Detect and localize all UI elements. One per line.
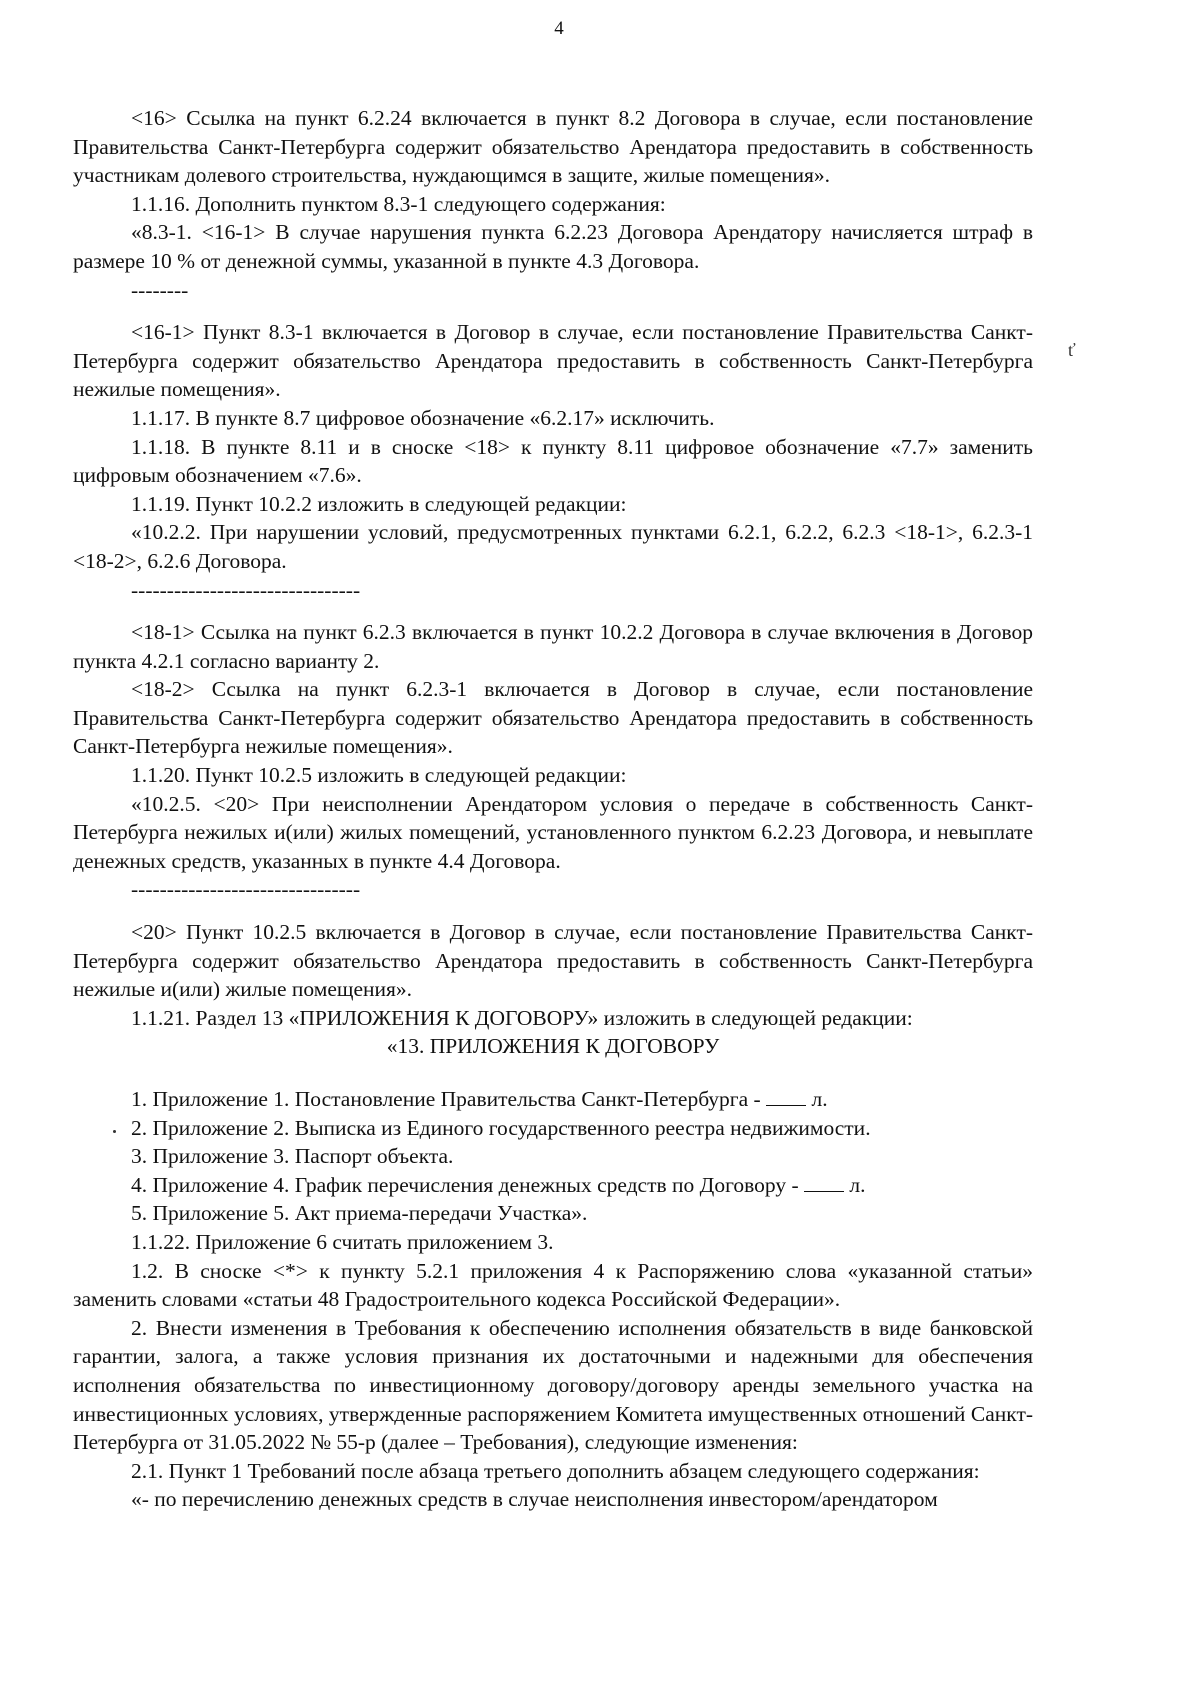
footnote-16-1: <16-1> Пункт 8.3-1 включается в Договор в случае, если постановление Правительства Санкт-Петербурга содержит обязательство Арендатора предоставить в собственность Санкт-Петербурга нежилые помещения». (73, 320, 1033, 402)
blank-line (804, 1171, 844, 1192)
scan-dot (113, 1130, 116, 1133)
clause-1-1-21: 1.1.21. Раздел 13 «ПРИЛОЖЕНИЯ К ДОГОВОРУ» изложить в следующей редакции: (131, 1005, 913, 1030)
scan-mark: ť (1068, 340, 1076, 360)
clause-1-1-17: 1.1.17. В пункте 8.7 цифровое обозначение «6.2.17» исключить. (131, 405, 715, 430)
clause-8-3-1: «8.3-1. <16-1> В случае нарушения пункта 6.2.23 Договора Арендатору начисляется штраф в размере 10 % от денежной суммы, указанной в пункте 4.3 Договора. (73, 220, 1033, 273)
list-item: 2. Приложение 2. Выписка из Единого государственного реестра недвижимости. (131, 1115, 871, 1140)
clause-1-1-20: 1.1.20. Пункт 10.2.5 изложить в следующей редакции: (131, 763, 627, 788)
clause-10-2-2: «10.2.2. При нарушении условий, предусмотренных пунктами 6.2.1, 6.2.2, 6.2.3 <18-1>, 6.2.3-1 <18-2>, 6.2.6 Договора. (73, 520, 1033, 573)
footnote-separator: -------- (131, 277, 189, 302)
footnote-16: <16> Ссылка на пункт 6.2.24 включается в пункт 8.2 Договора в случае, если постановление Правительства Санкт-Петербурга содержит обязательство Арендатора предоставить в собственность участникам долевого строительства, нуждающимся в защите, жилые помещения». (73, 106, 1033, 188)
list-item: 4. Приложение 4. График перечисления денежных средств по Договору - л. (131, 1172, 866, 1197)
list-item: 5. Приложение 5. Акт приема-передачи Участка». (131, 1201, 588, 1226)
list-item: 1. Приложение 1. Постановление Правительства Санкт-Петербурга - л. (131, 1087, 828, 1111)
clause-1-1-18: 1.1.18. В пункте 8.11 и в сноске <18> к пункту 8.11 цифровое обозначение «7.7» заменить цифровым обозначением «7.6». (73, 434, 1033, 488)
clause-continued: «- по перечислению денежных средств в случае неисполнения инвестором/арендатором (131, 1487, 938, 1512)
clause-1-1-22: 1.1.22. Приложение 6 считать приложением 3. (131, 1229, 554, 1254)
section-heading: «13. ПРИЛОЖЕНИЯ К ДОГОВОРУ (386, 1034, 720, 1059)
footnote-separator: -------------------------------- (131, 577, 361, 602)
footnote-18-2: <18-2> Ссылка на пункт 6.2.3-1 включается в Договор в случае, если постановление Правительства Санкт-Петербурга содержит обязательство Арендатора предоставить в собственность Санкт-Петербурга нежилые помещения». (73, 677, 1033, 759)
clause-2-1: 2.1. Пункт 1 Требований после абзаца третьего дополнить абзацем следующего содержания: (131, 1458, 980, 1483)
blank-line (766, 1085, 806, 1106)
footnote-18-1: <18-1> Ссылка на пункт 6.2.3 включается в пункт 10.2.2 Договора в случае включения в Договор пункта 4.2.1 согласно варианту 2. (73, 620, 1033, 673)
clause-1-2: 1.2. В сноске <*> к пункту 5.2.1 приложения 4 к Распоряжению слова «указанной статьи» заменить словами «статьи 48 Градостроительного кодекса Российской Федерации». (73, 1258, 1033, 1312)
clause-10-2-5: «10.2.5. <20> При неисполнении Арендатором условия о передаче в собственность Санкт-Петербурга нежилых и(или) жилых помещений, установленного пунктом 6.2.23 Договора, и невыплате денежных средств, указанных в пункте 4.4 Договора. (73, 791, 1033, 873)
clause-1-1-19: 1.1.19. Пункт 10.2.2 изложить в следующей редакции: (131, 491, 627, 516)
document-body (73, 104, 1033, 1514)
clause-2: 2. Внести изменения в Требования к обеспечению исполнения обязательств в виде банковской гарантии, залога, а также условия признания их достаточными и надежными для обеспечения исполнения обязательства по инвестиционному договору/договору аренды земельного участка на инвестиционных условиях, утвержденные распоряжением Комитета имущественных отношений Санкт-Петербурга от 31.05.2022 № 55-р (далее – Требования), следующие изменения: (73, 1315, 1033, 1455)
footnote-20: <20> Пункт 10.2.5 включается в Договор в случае, если постановление Правительства Санкт-Петербурга содержит обязательство Арендатора предоставить в собственность Санкт-Петербурга нежилые и(или) жилые помещения». (73, 920, 1033, 1002)
clause-1-1-16: 1.1.16. Дополнить пунктом 8.3-1 следующего содержания: (131, 191, 666, 216)
footnote-separator: -------------------------------- (131, 877, 361, 902)
page-number: 4 (554, 18, 564, 39)
appendix-list (73, 1085, 1033, 1228)
list-item: 3. Приложение 3. Паспорт объекта. (131, 1144, 454, 1169)
